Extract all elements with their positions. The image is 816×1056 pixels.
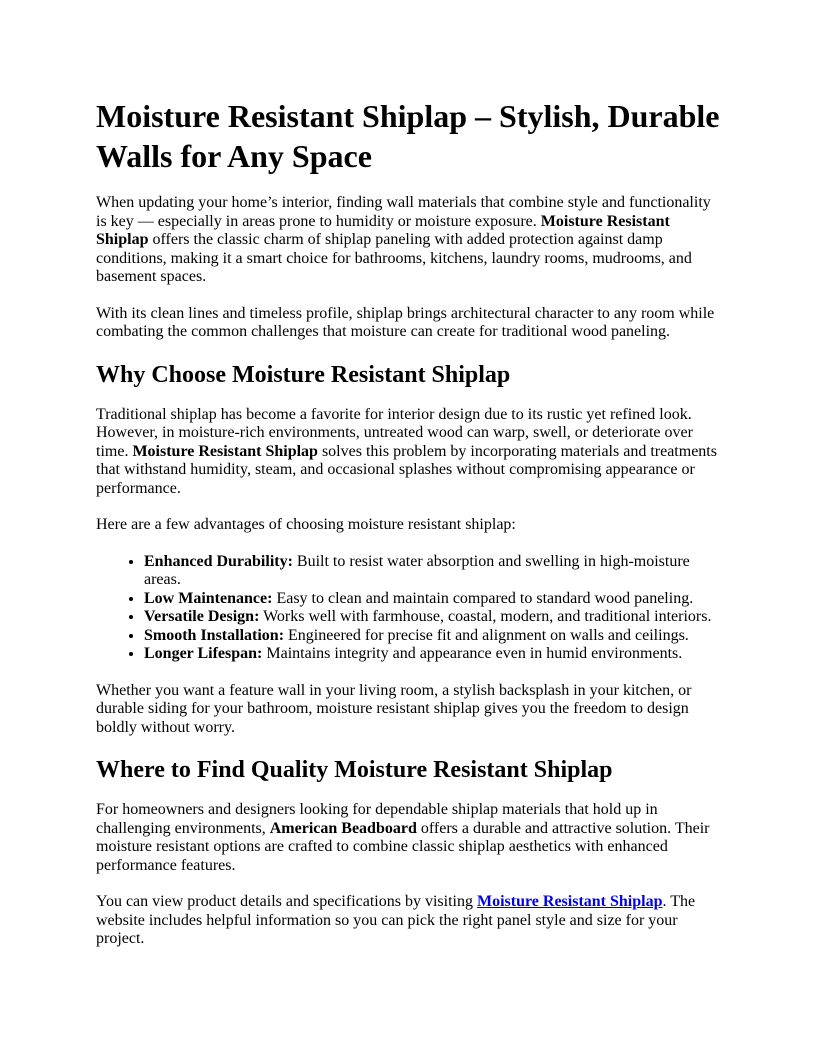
intro-bold-product: Moisture Resistant Shiplap	[96, 212, 670, 248]
why-text-start: Traditional shiplap has become a favorite for interior design due to its rustic yet refined look. However, in moisture-rich environments, untreated wood can warp, swell, or deteriorate over time.	[96, 405, 693, 460]
advantage-desc: Built to resist water absorption and swelling in high-moisture areas.	[144, 552, 690, 588]
why-paragraph-1	[96, 406, 720, 499]
advantage-desc: Maintains integrity and appearance even in humid environments.	[262, 645, 683, 662]
why-paragraph-3: Whether you want a feature wall in your living room, a stylish backsplash in your kitchen, or durable siding for your bathroom, moisture resistant shiplap gives you the freedom to design boldly without worry.	[96, 681, 692, 736]
where-paragraph-1	[96, 801, 720, 875]
why-bold-product: Moisture Resistant Shiplap	[132, 442, 318, 460]
list-item	[144, 553, 720, 590]
intro-paragraph-1	[96, 194, 720, 287]
intro-text-end: offers the classic charm of shiplap paneling with added protection against damp conditions, making it a smart choice for bathrooms, kitchens, laundry rooms, mudrooms, and basement spaces.	[96, 231, 692, 285]
list-item	[144, 645, 720, 664]
advantage-term: Low Maintenance:	[144, 589, 273, 607]
where-text-start: For homeowners and designers looking for dependable shiplap materials that hold up in challenging environments,	[96, 801, 658, 837]
where-link-lead: You can view product details and specifications by visiting	[96, 893, 477, 910]
why-text-end: solves this problem by incorporating materials and treatments that withstand humidity, steam, and occasional splashes without compromising appearance or performance.	[96, 442, 717, 497]
list-item	[144, 608, 720, 627]
where-heading: Where to Find Quality Moisture Resistant Shiplap	[96, 757, 613, 783]
where-link-tail: . The website includes helpful information so you can pick the right panel style and size for your project.	[96, 893, 696, 947]
list-item	[144, 590, 720, 609]
advantage-term: Versatile Design:	[144, 608, 260, 625]
where-paragraph-2	[96, 893, 720, 949]
where-text-end: offers a durable and attractive solution. Their moisture resistant options are crafted to combine classic shiplap aesthetics with enhanced performance features.	[96, 819, 710, 874]
advantage-desc: Works well with farmhouse, coastal, modern, and traditional interiors.	[259, 608, 712, 625]
intro-text-start: When updating your home’s interior, finding wall materials that combine style and functionality is key — especially in areas prone to humidity or moisture exposure.	[96, 194, 711, 230]
why-paragraph-2: Here are a few advantages of choosing moisture resistant shiplap:	[96, 516, 516, 533]
list-item	[144, 627, 720, 646]
product-link[interactable]: Moisture Resistant Shiplap	[476, 893, 663, 910]
intro-paragraph-2: With its clean lines and timeless profile, shiplap brings architectural character to any room while combating the common challenges that moisture can create for traditional wood paneling.	[96, 304, 715, 340]
where-bold-brand: American Beadboard	[269, 819, 417, 837]
page-title: Moisture Resistant Shiplap – Stylish, Durable Walls for Any Space	[96, 98, 720, 174]
advantage-term: Smooth Installation:	[144, 626, 285, 644]
advantage-term: Enhanced Durability:	[144, 552, 293, 570]
advantages-list	[96, 553, 720, 664]
advantage-desc: Easy to clean and maintain compared to standard wood paneling.	[272, 589, 694, 607]
why-heading: Why Choose Moisture Resistant Shiplap	[96, 361, 511, 388]
advantage-term: Longer Lifespan:	[144, 645, 263, 662]
advantage-desc: Engineered for precise fit and alignment on walls and ceilings.	[284, 626, 689, 644]
